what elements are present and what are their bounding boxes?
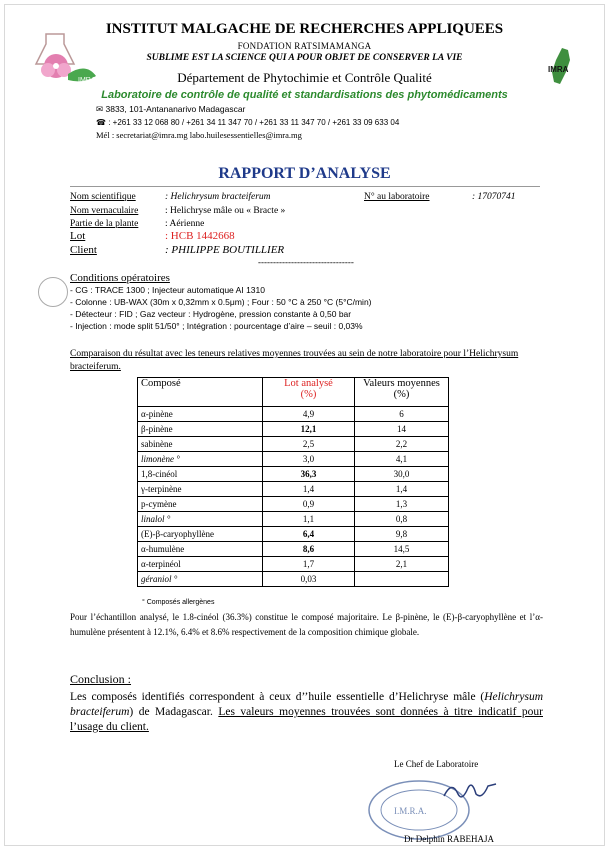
lab-number-value: : 17070741 <box>472 192 516 202</box>
avg-value-cell: 2,2 <box>355 437 449 452</box>
lab-number-label: N° au laboratoire <box>364 192 430 202</box>
department-name: Département de Phytochimie et Contrôle Qualité <box>177 70 432 85</box>
table-row <box>138 407 449 422</box>
vernacular-label: Nom vernaculaire <box>70 206 139 216</box>
compound-name: α-humulène <box>138 542 263 557</box>
svg-text:I.M.R.A.: I.M.R.A. <box>394 806 427 816</box>
signatory-role: Le Chef de Laboratoire <box>394 759 479 769</box>
compound-name: 1,8-cinéol <box>138 467 263 482</box>
table-row <box>138 557 449 572</box>
conclusion-part-2: ) de Madagascar. <box>129 706 219 718</box>
table-row <box>138 452 449 467</box>
lot-value: : HCB 1442668 <box>165 230 235 242</box>
table-row <box>138 497 449 512</box>
lot-value-cell: 36,3 <box>263 467 355 482</box>
lot-value-cell: 3,0 <box>263 452 355 467</box>
compound-name: (E)-β-caryophyllène <box>138 527 263 542</box>
avg-value-cell: 30,0 <box>355 467 449 482</box>
svg-text:IMRA: IMRA <box>78 77 96 84</box>
motto: SUBLIME EST LA SCIENCE QUI A POUR OBJET DE CONSERVER LA VIE <box>146 53 463 63</box>
client-value: : PHILIPPE BOUTILLIER <box>165 244 285 256</box>
handwritten-signature <box>440 776 500 804</box>
lot-label: Lot <box>70 230 86 242</box>
foundation-name: FONDATION RATSIMAMANGA <box>237 41 372 51</box>
header-lot-label: Lot analysé <box>284 378 333 389</box>
logo-text: IMRA <box>548 65 569 74</box>
avg-value-cell: 0,8 <box>355 512 449 527</box>
compound-name: linalol ° <box>138 512 263 527</box>
report-title: RAPPORT D’ANALYSE <box>218 165 391 182</box>
header-avg-unit: (%) <box>393 389 410 400</box>
table-row <box>138 422 449 437</box>
table-row <box>138 542 449 557</box>
lot-value-cell: 8,6 <box>263 542 355 557</box>
lot-value-cell: 2,5 <box>263 437 355 452</box>
compound-name: γ-terpinène <box>138 482 263 497</box>
address-text: 3833, 101-Antananarivo Madagascar <box>105 104 246 114</box>
signatory-name: Dr Delphin RABEHAJA <box>404 834 494 844</box>
compound-name: sabinène <box>138 437 263 452</box>
lot-value-cell: 1,4 <box>263 482 355 497</box>
condition-line: - Détecteur : FID ; Gaz vecteur : Hydrogène, pression constante à 0,50 bar <box>70 309 352 319</box>
header-avg <box>355 378 449 407</box>
header-compound: Composé <box>138 378 263 407</box>
table-row <box>138 527 449 542</box>
conclusion-disclaimer: Les valeurs moyennes trouvées sont données à titre indicatif pour l’usage du client. <box>70 706 543 733</box>
institute-name: INSTITUT MALGACHE DE RECHERCHES APPLIQUEES <box>105 21 504 37</box>
phone-line <box>96 118 399 127</box>
plant-part-label: Partie de la plante <box>70 219 139 229</box>
condition-line: - Colonne : UB-WAX (30m x 0,32mm x 0.5μm) ; Four : 50 °C à 250 °C (5°C/min) <box>70 297 372 307</box>
email-line: Mél : secretariat@imra.mg labo.huilesessentielles@imra.mg <box>96 130 302 140</box>
avg-value-cell: 14 <box>355 422 449 437</box>
lot-value-cell: 0,9 <box>263 497 355 512</box>
lot-value-cell: 12,1 <box>263 422 355 437</box>
avg-value-cell <box>355 572 449 587</box>
hole-punch-circle <box>38 277 68 307</box>
header-lot-unit: (%) <box>300 389 317 400</box>
compound-name: β-pinène <box>138 422 263 437</box>
table-row <box>138 437 449 452</box>
lot-value-cell: 0,03 <box>263 572 355 587</box>
table-row <box>138 512 449 527</box>
avg-value-cell: 6 <box>355 407 449 422</box>
client-label: Client <box>70 244 97 256</box>
compound-name: p-cymène <box>138 497 263 512</box>
conclusion-title: Conclusion : <box>70 672 132 686</box>
scientific-name-value: : Helichrysum bracteiferum <box>165 192 271 202</box>
summary-paragraph: Pour l’échantillon analysé, le 1.8-cinéol (36.3%) constitue le composé majoritaire. Le β-pinène, le (E)-β-caryophyllène et l’α-humulène présentent à 12.1%, 6.4% et 8.6% respectivement de la composition chimique globale. <box>70 612 543 637</box>
envelope-icon: ✉ <box>96 104 104 114</box>
conclusion-species: Helichrysum bracteiferum <box>70 691 543 718</box>
lot-value-cell: 1,7 <box>263 557 355 572</box>
lot-value-cell: 6,4 <box>263 527 355 542</box>
lot-value-cell: 1,1 <box>263 512 355 527</box>
address-line <box>96 104 245 115</box>
phone-icon: ☎ <box>96 118 106 127</box>
compound-name: géraniol ° <box>138 572 263 587</box>
avg-value-cell: 14,5 <box>355 542 449 557</box>
table-row <box>138 572 449 587</box>
title-divider <box>70 186 540 187</box>
vernacular-value: : Helichryse mâle ou « Bracte » <box>165 206 286 216</box>
avg-value-cell: 1,3 <box>355 497 449 512</box>
conditions-title: Conditions opératoires <box>70 272 170 284</box>
scientific-name-label: Nom scientifique <box>70 192 136 202</box>
table-row <box>138 482 449 497</box>
comparison-intro: Comparaison du résultat avec les teneurs relatives moyennes trouvées au sein de notre laboratoire pour l’Helichrysum bracteiferum. <box>70 349 519 372</box>
plant-part-value: : Aérienne <box>165 219 205 229</box>
conclusion-part-1: Les composés identifiés correspondent à ceux d’’huile essentielle d’Helichryse mâle ( <box>70 691 485 703</box>
table-header-row <box>138 378 449 407</box>
header-avg-label: Valeurs moyennes <box>363 378 440 389</box>
compound-name: limonène ° <box>138 452 263 467</box>
lab-title: Laboratoire de contrôle de qualité et standardisations des phytomédicaments <box>101 89 508 101</box>
condition-line: - Injection : mode split 51/50° ; Intégration : pourcentage d’aire – seuil : 0,03% <box>70 321 363 331</box>
header-lot <box>263 378 355 407</box>
results-table <box>137 377 449 587</box>
condition-line: - CG : TRACE 1300 ; Injecteur automatique AI 1310 <box>70 285 265 295</box>
separator: -------------------------------- <box>258 257 354 267</box>
phone-numbers: : +261 33 12 068 80 / +261 34 11 347 70 / +261 33 11 347 70 / +261 33 09 633 04 <box>108 118 400 127</box>
avg-value-cell: 2,1 <box>355 557 449 572</box>
avg-value-cell: 4,1 <box>355 452 449 467</box>
conclusion-text <box>70 690 543 735</box>
lot-value-cell: 4,9 <box>263 407 355 422</box>
avg-value-cell: 9,8 <box>355 527 449 542</box>
compound-name: α-pinène <box>138 407 263 422</box>
allergen-footnote: ° Composés allergènes <box>142 599 215 606</box>
compound-name: α-terpinéol <box>138 557 263 572</box>
avg-value-cell: 1,4 <box>355 482 449 497</box>
table-row <box>138 467 449 482</box>
